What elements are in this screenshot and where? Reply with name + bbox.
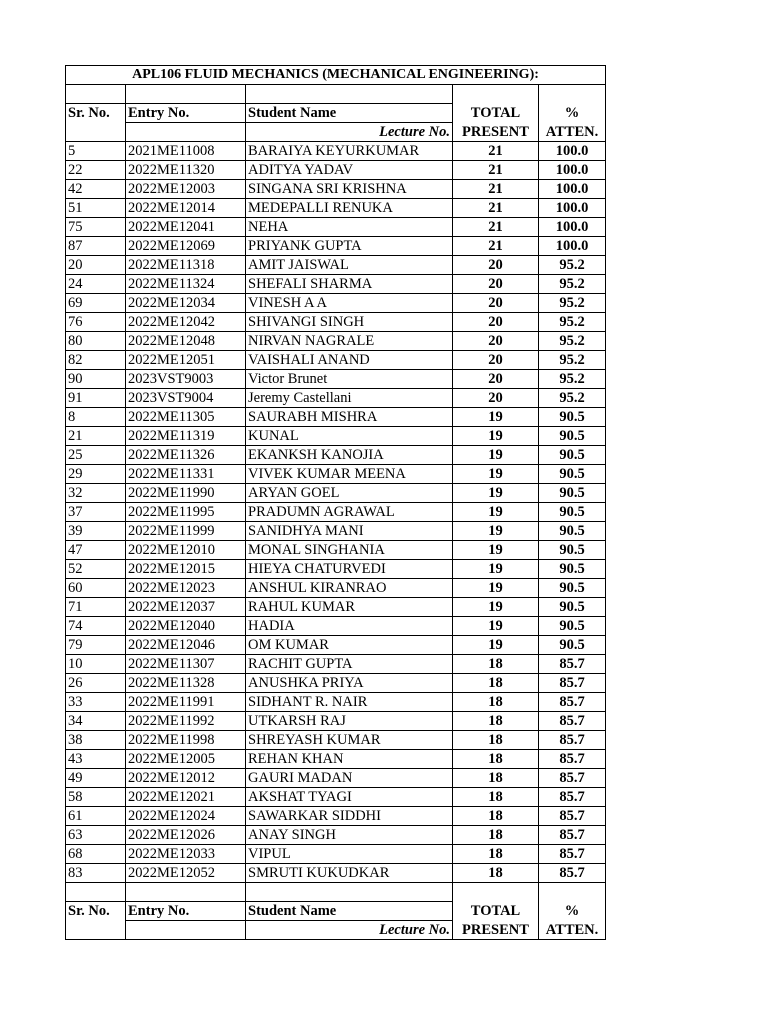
cell-entry-no: 2022ME12034 <box>126 294 246 313</box>
cell-student-name: NIRVAN NAGRALE <box>246 332 453 351</box>
cell-total-present: 21 <box>453 199 539 218</box>
table-row <box>66 275 606 294</box>
table-row <box>66 465 606 484</box>
table-row <box>66 389 606 408</box>
cell-sr-no: 43 <box>66 750 126 769</box>
attendance-table <box>65 65 606 940</box>
cell-total-present: 20 <box>453 275 539 294</box>
cell-sr-no: 69 <box>66 294 126 313</box>
cell-total-present: 18 <box>453 845 539 864</box>
cell-entry-no: 2022ME12005 <box>126 750 246 769</box>
table-row <box>66 180 606 199</box>
cell-sr-no: 5 <box>66 142 126 161</box>
cell-percent-attendance: 90.5 <box>539 636 606 655</box>
cell-entry-no: 2022ME12021 <box>126 788 246 807</box>
cell-total-present: 19 <box>453 503 539 522</box>
header-present: PRESENT <box>453 123 539 142</box>
cell-student-name: HADIA <box>246 617 453 636</box>
cell-entry-no: 2022ME12048 <box>126 332 246 351</box>
table-row <box>66 807 606 826</box>
header-sr-no: Sr. No. <box>66 104 126 123</box>
table-row <box>66 617 606 636</box>
sheet-title: APL106 FLUID MECHANICS (MECHANICAL ENGINEERING): <box>66 66 606 85</box>
cell-student-name: RACHIT GUPTA <box>246 655 453 674</box>
footer-header-atten: ATTEN. <box>539 921 606 940</box>
cell-percent-attendance: 90.5 <box>539 427 606 446</box>
cell-total-present: 19 <box>453 541 539 560</box>
table-row <box>66 294 606 313</box>
footer-header-student-name: Student Name <box>246 902 453 921</box>
cell-sr-no: 39 <box>66 522 126 541</box>
cell-percent-attendance: 85.7 <box>539 864 606 883</box>
table-row <box>66 351 606 370</box>
cell-percent-attendance: 95.2 <box>539 256 606 275</box>
cell-percent-attendance: 85.7 <box>539 788 606 807</box>
cell-percent-attendance: 95.2 <box>539 313 606 332</box>
header-row-2 <box>66 123 606 142</box>
cell-student-name: NEHA <box>246 218 453 237</box>
cell-student-name: Victor Brunet <box>246 370 453 389</box>
cell-total-present: 19 <box>453 446 539 465</box>
cell-percent-attendance: 100.0 <box>539 237 606 256</box>
cell-student-name: AKSHAT TYAGI <box>246 788 453 807</box>
cell-student-name: ANSHUL KIRANRAO <box>246 579 453 598</box>
cell-total-present: 19 <box>453 636 539 655</box>
cell-percent-attendance: 95.2 <box>539 370 606 389</box>
cell-total-present: 18 <box>453 769 539 788</box>
cell-entry-no: 2022ME11992 <box>126 712 246 731</box>
cell-percent-attendance: 85.7 <box>539 712 606 731</box>
cell-entry-no: 2022ME12015 <box>126 560 246 579</box>
cell-entry-no: 2022ME12040 <box>126 617 246 636</box>
cell-percent-attendance: 85.7 <box>539 731 606 750</box>
cell-percent-attendance: 100.0 <box>539 142 606 161</box>
cell-sr-no: 37 <box>66 503 126 522</box>
cell-sr-no: 83 <box>66 864 126 883</box>
cell-student-name: PRADUMN AGRAWAL <box>246 503 453 522</box>
cell-percent-attendance: 90.5 <box>539 408 606 427</box>
cell-entry-no: 2022ME12014 <box>126 199 246 218</box>
cell-sr-no: 87 <box>66 237 126 256</box>
cell-sr-no: 29 <box>66 465 126 484</box>
cell-student-name: VIPUL <box>246 845 453 864</box>
table-row <box>66 674 606 693</box>
cell-entry-no: 2022ME11331 <box>126 465 246 484</box>
cell-sr-no: 32 <box>66 484 126 503</box>
table-row <box>66 750 606 769</box>
cell-entry-no: 2022ME11328 <box>126 674 246 693</box>
table-row <box>66 313 606 332</box>
cell-entry-no: 2022ME12012 <box>126 769 246 788</box>
cell-percent-attendance: 100.0 <box>539 180 606 199</box>
cell-total-present: 21 <box>453 161 539 180</box>
title-row <box>66 66 606 85</box>
cell-sr-no: 8 <box>66 408 126 427</box>
cell-total-present: 19 <box>453 522 539 541</box>
cell-sr-no: 25 <box>66 446 126 465</box>
cell-entry-no: 2022ME12010 <box>126 541 246 560</box>
cell-entry-no: 2022ME11320 <box>126 161 246 180</box>
table-row <box>66 845 606 864</box>
cell-student-name: SINGANA SRI KRISHNA <box>246 180 453 199</box>
cell-sr-no: 74 <box>66 617 126 636</box>
table-row <box>66 769 606 788</box>
cell-percent-attendance: 95.2 <box>539 275 606 294</box>
header-student-name: Student Name <box>246 104 453 123</box>
cell-percent-attendance: 90.5 <box>539 598 606 617</box>
cell-student-name: ARYAN GOEL <box>246 484 453 503</box>
cell-sr-no: 33 <box>66 693 126 712</box>
cell-sr-no: 52 <box>66 560 126 579</box>
cell-student-name: SHEFALI SHARMA <box>246 275 453 294</box>
cell-percent-attendance: 95.2 <box>539 294 606 313</box>
cell-percent-attendance: 95.2 <box>539 332 606 351</box>
footer-header-row-2 <box>66 921 606 940</box>
table-row <box>66 199 606 218</box>
cell-student-name: MEDEPALLI RENUKA <box>246 199 453 218</box>
table-row <box>66 408 606 427</box>
cell-percent-attendance: 85.7 <box>539 693 606 712</box>
cell-percent-attendance: 95.2 <box>539 351 606 370</box>
table-row <box>66 161 606 180</box>
cell-entry-no: 2022ME11995 <box>126 503 246 522</box>
cell-student-name: AMIT JAISWAL <box>246 256 453 275</box>
cell-entry-no: 2022ME12033 <box>126 845 246 864</box>
cell-percent-attendance: 95.2 <box>539 389 606 408</box>
cell-entry-no: 2022ME11305 <box>126 408 246 427</box>
cell-percent-attendance: 85.7 <box>539 845 606 864</box>
cell-entry-no: 2023VST9003 <box>126 370 246 389</box>
footer-header-lecture-no: Lecture No. <box>246 921 453 940</box>
table-row <box>66 579 606 598</box>
cell-total-present: 18 <box>453 788 539 807</box>
cell-sr-no: 47 <box>66 541 126 560</box>
cell-total-present: 19 <box>453 408 539 427</box>
footer-header-percent: % <box>539 902 606 921</box>
cell-total-present: 20 <box>453 294 539 313</box>
cell-total-present: 19 <box>453 465 539 484</box>
cell-sr-no: 80 <box>66 332 126 351</box>
footer-header-present: PRESENT <box>453 921 539 940</box>
table-row <box>66 560 606 579</box>
cell-total-present: 18 <box>453 826 539 845</box>
cell-sr-no: 60 <box>66 579 126 598</box>
cell-student-name: HIEYA CHATURVEDI <box>246 560 453 579</box>
cell-entry-no: 2022ME11318 <box>126 256 246 275</box>
cell-student-name: BARAIYA KEYURKUMAR <box>246 142 453 161</box>
cell-percent-attendance: 90.5 <box>539 541 606 560</box>
cell-total-present: 20 <box>453 256 539 275</box>
header-percent: % <box>539 104 606 123</box>
header-atten: ATTEN. <box>539 123 606 142</box>
cell-sr-no: 63 <box>66 826 126 845</box>
cell-sr-no: 49 <box>66 769 126 788</box>
cell-total-present: 20 <box>453 389 539 408</box>
cell-student-name: VIVEK KUMAR MEENA <box>246 465 453 484</box>
cell-entry-no: 2022ME12037 <box>126 598 246 617</box>
cell-total-present: 21 <box>453 180 539 199</box>
cell-percent-attendance: 85.7 <box>539 826 606 845</box>
footer-header-sr-no: Sr. No. <box>66 902 126 921</box>
table-row <box>66 636 606 655</box>
cell-student-name: Jeremy Castellani <box>246 389 453 408</box>
cell-total-present: 21 <box>453 218 539 237</box>
cell-percent-attendance: 90.5 <box>539 522 606 541</box>
cell-entry-no: 2021ME11008 <box>126 142 246 161</box>
cell-total-present: 20 <box>453 351 539 370</box>
blank-row <box>66 883 606 902</box>
cell-percent-attendance: 85.7 <box>539 750 606 769</box>
cell-percent-attendance: 85.7 <box>539 807 606 826</box>
cell-sr-no: 51 <box>66 199 126 218</box>
cell-sr-no: 24 <box>66 275 126 294</box>
cell-student-name: SIDHANT R. NAIR <box>246 693 453 712</box>
cell-total-present: 19 <box>453 579 539 598</box>
cell-student-name: ANAY SINGH <box>246 826 453 845</box>
cell-student-name: PRIYANK GUPTA <box>246 237 453 256</box>
cell-total-present: 20 <box>453 332 539 351</box>
cell-sr-no: 21 <box>66 427 126 446</box>
cell-entry-no: 2022ME11990 <box>126 484 246 503</box>
table-row <box>66 427 606 446</box>
header-row <box>66 104 606 123</box>
cell-sr-no: 79 <box>66 636 126 655</box>
cell-total-present: 18 <box>453 655 539 674</box>
cell-percent-attendance: 85.7 <box>539 655 606 674</box>
cell-total-present: 19 <box>453 617 539 636</box>
cell-student-name: RAHUL KUMAR <box>246 598 453 617</box>
cell-student-name: SHIVANGI SINGH <box>246 313 453 332</box>
cell-percent-attendance: 100.0 <box>539 218 606 237</box>
cell-sr-no: 42 <box>66 180 126 199</box>
table-row <box>66 237 606 256</box>
cell-total-present: 19 <box>453 560 539 579</box>
cell-student-name: ANUSHKA PRIYA <box>246 674 453 693</box>
cell-entry-no: 2022ME11999 <box>126 522 246 541</box>
cell-student-name: SMRUTI KUKUDKAR <box>246 864 453 883</box>
table-row <box>66 522 606 541</box>
cell-total-present: 19 <box>453 427 539 446</box>
cell-student-name: EKANKSH KANOJIA <box>246 446 453 465</box>
cell-sr-no: 75 <box>66 218 126 237</box>
cell-entry-no: 2022ME12042 <box>126 313 246 332</box>
table-row <box>66 598 606 617</box>
cell-entry-no: 2022ME11307 <box>126 655 246 674</box>
header-entry-no: Entry No. <box>126 104 246 123</box>
cell-sr-no: 22 <box>66 161 126 180</box>
cell-sr-no: 76 <box>66 313 126 332</box>
cell-student-name: REHAN KHAN <box>246 750 453 769</box>
footer-header-entry-no: Entry No. <box>126 902 246 921</box>
cell-percent-attendance: 85.7 <box>539 674 606 693</box>
cell-total-present: 18 <box>453 731 539 750</box>
cell-student-name: SHREYASH KUMAR <box>246 731 453 750</box>
cell-entry-no: 2022ME12024 <box>126 807 246 826</box>
cell-percent-attendance: 90.5 <box>539 446 606 465</box>
cell-sr-no: 26 <box>66 674 126 693</box>
table-row <box>66 218 606 237</box>
table-row <box>66 693 606 712</box>
cell-total-present: 20 <box>453 370 539 389</box>
cell-student-name: SAURABH MISHRA <box>246 408 453 427</box>
cell-total-present: 18 <box>453 864 539 883</box>
cell-sr-no: 58 <box>66 788 126 807</box>
cell-total-present: 18 <box>453 807 539 826</box>
cell-total-present: 21 <box>453 237 539 256</box>
cell-entry-no: 2022ME11324 <box>126 275 246 294</box>
cell-total-present: 20 <box>453 313 539 332</box>
cell-entry-no: 2022ME12003 <box>126 180 246 199</box>
cell-total-present: 18 <box>453 674 539 693</box>
cell-entry-no: 2022ME12041 <box>126 218 246 237</box>
cell-total-present: 19 <box>453 598 539 617</box>
table-row <box>66 142 606 161</box>
cell-sr-no: 38 <box>66 731 126 750</box>
table-row <box>66 788 606 807</box>
table-row <box>66 864 606 883</box>
cell-entry-no: 2022ME12052 <box>126 864 246 883</box>
cell-sr-no: 10 <box>66 655 126 674</box>
cell-student-name: KUNAL <box>246 427 453 446</box>
table-row <box>66 370 606 389</box>
cell-student-name: GAURI MADAN <box>246 769 453 788</box>
blank-row <box>66 85 606 104</box>
cell-student-name: OM KUMAR <box>246 636 453 655</box>
footer-header-total: TOTAL <box>453 902 539 921</box>
attendance-table-body <box>66 66 606 940</box>
cell-percent-attendance: 90.5 <box>539 465 606 484</box>
cell-student-name: VINESH A A <box>246 294 453 313</box>
cell-sr-no: 90 <box>66 370 126 389</box>
table-row <box>66 446 606 465</box>
table-row <box>66 256 606 275</box>
cell-entry-no: 2023VST9004 <box>126 389 246 408</box>
cell-student-name: SAWARKAR SIDDHI <box>246 807 453 826</box>
cell-entry-no: 2022ME11998 <box>126 731 246 750</box>
table-row <box>66 503 606 522</box>
cell-entry-no: 2022ME12046 <box>126 636 246 655</box>
table-row <box>66 541 606 560</box>
cell-sr-no: 71 <box>66 598 126 617</box>
cell-entry-no: 2022ME11326 <box>126 446 246 465</box>
cell-student-name: UTKARSH RAJ <box>246 712 453 731</box>
cell-sr-no: 82 <box>66 351 126 370</box>
cell-sr-no: 61 <box>66 807 126 826</box>
cell-percent-attendance: 100.0 <box>539 199 606 218</box>
cell-entry-no: 2022ME12023 <box>126 579 246 598</box>
table-row <box>66 826 606 845</box>
cell-total-present: 21 <box>453 142 539 161</box>
table-row <box>66 655 606 674</box>
cell-entry-no: 2022ME11991 <box>126 693 246 712</box>
cell-total-present: 19 <box>453 484 539 503</box>
cell-percent-attendance: 90.5 <box>539 484 606 503</box>
cell-percent-attendance: 90.5 <box>539 560 606 579</box>
cell-total-present: 18 <box>453 712 539 731</box>
table-row <box>66 332 606 351</box>
header-lecture-no: Lecture No. <box>246 123 453 142</box>
table-row <box>66 731 606 750</box>
cell-entry-no: 2022ME12026 <box>126 826 246 845</box>
cell-entry-no: 2022ME12069 <box>126 237 246 256</box>
cell-percent-attendance: 90.5 <box>539 503 606 522</box>
cell-sr-no: 20 <box>66 256 126 275</box>
cell-percent-attendance: 90.5 <box>539 579 606 598</box>
cell-sr-no: 68 <box>66 845 126 864</box>
cell-sr-no: 34 <box>66 712 126 731</box>
cell-student-name: MONAL SINGHANIA <box>246 541 453 560</box>
cell-percent-attendance: 100.0 <box>539 161 606 180</box>
cell-student-name: ADITYA YADAV <box>246 161 453 180</box>
cell-student-name: SANIDHYA MANI <box>246 522 453 541</box>
cell-student-name: VAISHALI ANAND <box>246 351 453 370</box>
table-row <box>66 712 606 731</box>
cell-total-present: 18 <box>453 693 539 712</box>
cell-percent-attendance: 90.5 <box>539 617 606 636</box>
table-row <box>66 484 606 503</box>
cell-entry-no: 2022ME12051 <box>126 351 246 370</box>
footer-header-row <box>66 902 606 921</box>
header-total: TOTAL <box>453 104 539 123</box>
cell-percent-attendance: 85.7 <box>539 769 606 788</box>
cell-sr-no: 91 <box>66 389 126 408</box>
cell-total-present: 18 <box>453 750 539 769</box>
cell-entry-no: 2022ME11319 <box>126 427 246 446</box>
